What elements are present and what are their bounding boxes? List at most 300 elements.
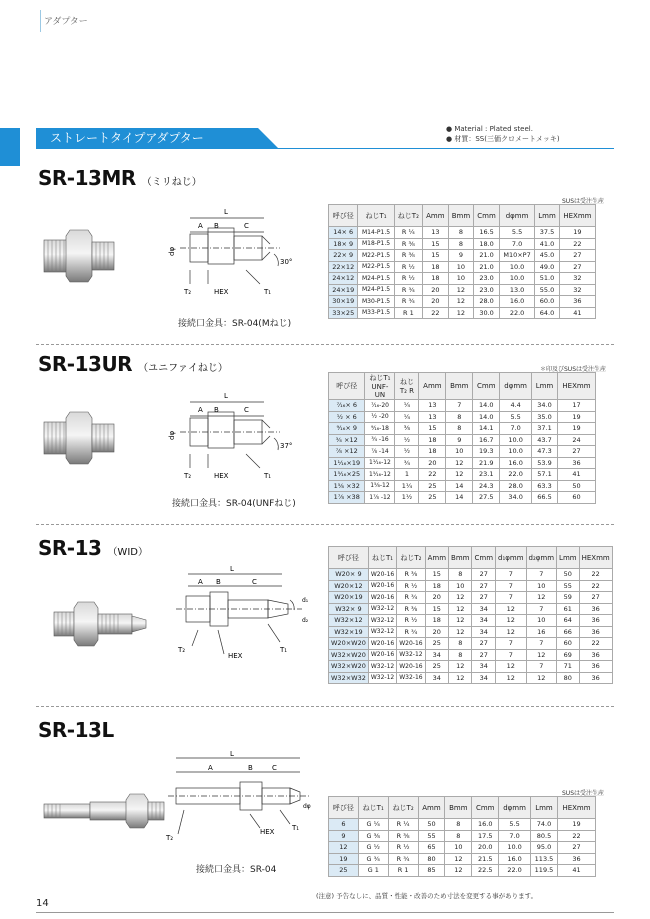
table-cell: 12	[496, 661, 527, 673]
table-cell: 5.5	[499, 227, 534, 239]
product-photo-sr13mr	[40, 218, 120, 296]
table-cell: 1¹⁄₁₆×19	[329, 457, 365, 469]
table-cell: 57.1	[532, 469, 558, 481]
label-T1: T₁	[280, 646, 288, 654]
table-cell: ⅞ ×12	[329, 446, 365, 458]
dim-B: B	[216, 578, 221, 586]
table-cell: ⁷⁄₁₆× 6	[329, 400, 365, 412]
product-code: SR-13	[38, 536, 102, 560]
col-header: 呼び径	[329, 547, 369, 569]
table-cell: 16.0	[499, 296, 534, 308]
table-cell: M22-P1.5	[358, 250, 394, 262]
table-cell: 12	[445, 853, 472, 865]
table-cell: M24-P1.5	[358, 273, 394, 285]
table-cell: W20×W20	[329, 638, 369, 650]
table-cell: 19	[557, 423, 595, 435]
table-cell: 22	[558, 830, 596, 842]
table-cell: 41	[558, 865, 596, 877]
table-cell: 36	[557, 457, 595, 469]
table-cell: 22× 9	[329, 250, 358, 262]
table-cell: 12	[526, 592, 557, 604]
table-row	[329, 423, 596, 435]
label-T1: T₁	[264, 472, 272, 480]
label-HEX: HEX	[214, 472, 229, 480]
table-cell: 22	[579, 569, 612, 581]
table-cell: 12	[526, 672, 557, 684]
table-cell: 16.7	[473, 434, 500, 446]
table-cell: 55	[557, 580, 580, 592]
table-cell: 27	[559, 250, 595, 262]
col-header: d₂φmm	[526, 547, 557, 569]
table-cell: 8	[449, 638, 472, 650]
col-header: ねじT₂	[394, 205, 422, 227]
table-cell: 36	[579, 649, 612, 661]
table-cell: W20×12	[329, 580, 369, 592]
table-cell: 18.0	[474, 238, 500, 250]
table-cell: 12	[449, 615, 472, 627]
order-note-sr13mr: SUSは受注生産	[562, 198, 605, 205]
dim-A: A	[198, 406, 203, 414]
product-photo-sr13ur	[40, 400, 120, 478]
table-cell: 27	[557, 446, 595, 458]
dim-B: B	[214, 406, 219, 414]
label-T2: T₂	[178, 646, 186, 654]
table-cell: 27	[559, 261, 595, 273]
table-cell: 24×12	[329, 273, 358, 285]
product-photo-sr13	[50, 594, 150, 654]
table-cell: R ¾	[397, 592, 425, 604]
label-T2: T₂	[184, 472, 192, 480]
table-cell: 6	[329, 819, 359, 831]
table-cell: ½ × 6	[329, 411, 365, 423]
table-row	[329, 457, 596, 469]
table-cell: 34	[472, 603, 496, 615]
table-cell: 12	[496, 626, 527, 638]
table-cell: 50	[557, 569, 580, 581]
table-cell: 36	[579, 603, 612, 615]
table-cell: 9	[448, 250, 474, 262]
table-cell: W32-12	[368, 626, 396, 638]
table-cell: R ¾	[397, 626, 425, 638]
table-cell: 34	[425, 672, 448, 684]
table-cell: 36	[559, 296, 595, 308]
dim-C: C	[252, 578, 257, 586]
col-header: Cmm	[472, 547, 496, 569]
table-cell: 95.0	[530, 842, 557, 854]
table-cell: R ½	[397, 580, 425, 592]
footer-rule	[36, 912, 614, 913]
banner-rule	[36, 148, 614, 149]
table-cell: 20	[425, 592, 448, 604]
section-separator	[36, 524, 614, 525]
table-cell: R ⅜	[394, 238, 422, 250]
table-cell: 16.5	[474, 227, 500, 239]
table-cell: 12	[496, 672, 527, 684]
label-T2: T₂	[184, 288, 192, 296]
table-cell: M24-P1.5	[358, 284, 394, 296]
table-cell: 1⁵⁄₁₆-12	[365, 469, 395, 481]
table-cell: R ½	[394, 261, 422, 273]
product-code: SR-13L	[38, 718, 114, 742]
col-header: Amm	[419, 373, 446, 400]
table-cell: ⁹⁄₁₆× 9	[329, 423, 365, 435]
table-cell: 7	[496, 592, 527, 604]
page-category: アダプター	[44, 17, 88, 27]
dim-C: C	[244, 222, 249, 230]
table-cell: 36	[579, 615, 612, 627]
table-cell: 14.0	[473, 400, 500, 412]
label-T1: T₁	[264, 288, 272, 296]
spec-table-sr13ur	[328, 372, 596, 504]
table-cell: 1⁵⁄₈ ×32	[329, 480, 365, 492]
table-cell: 35.0	[532, 411, 558, 423]
table-row	[329, 638, 613, 650]
table-cell: 71	[557, 661, 580, 673]
col-header: Amm	[418, 797, 445, 819]
order-note-sr13ur: ＊印及びSUSは受注生産	[540, 366, 607, 373]
product-code: SR-13MR	[38, 166, 136, 190]
angle-label: 37°	[280, 442, 293, 450]
dim-A: A	[198, 578, 203, 586]
table-cell: 27	[472, 638, 496, 650]
table-cell: 1⁵⁄₈-12	[365, 480, 395, 492]
table-cell: W20-16	[368, 580, 396, 592]
dim-d2: d₂	[302, 617, 309, 624]
table-cell: W32-12	[368, 603, 396, 615]
table-cell: W20× 9	[329, 569, 369, 581]
table-cell: 80	[418, 853, 445, 865]
table-cell: 63.3	[532, 480, 558, 492]
table-cell: 74.0	[530, 819, 557, 831]
table-cell: 12	[448, 296, 474, 308]
table-cell: W32×W20	[329, 649, 369, 661]
col-header: d₁φmm	[496, 547, 527, 569]
table-cell: 45.0	[535, 250, 560, 262]
table-cell: 36	[579, 672, 612, 684]
table-cell: 19	[557, 411, 595, 423]
table-cell: 22.0	[499, 307, 534, 319]
col-header: Cmm	[472, 797, 499, 819]
dim-A: A	[198, 222, 203, 230]
table-cell: R ½	[394, 273, 422, 285]
col-header: ねじT₂	[388, 797, 418, 819]
table-cell: G ¼	[358, 819, 388, 831]
col-header: dφmm	[500, 373, 532, 400]
table-cell: 22	[579, 580, 612, 592]
table-row	[329, 615, 613, 627]
table-cell: 41	[557, 469, 595, 481]
table-cell: W20-16	[397, 661, 425, 673]
table-cell: 25	[419, 480, 446, 492]
table-cell: R ¾	[394, 296, 422, 308]
table-cell: 5.5	[499, 819, 531, 831]
col-header: HEXmm	[558, 797, 596, 819]
table-cell: 37.1	[532, 423, 558, 435]
dim-A: A	[208, 764, 213, 772]
table-cell: G 1	[358, 865, 388, 877]
table-cell: 12	[329, 842, 359, 854]
col-header: dφmm	[499, 205, 534, 227]
table-cell: 8	[448, 227, 474, 239]
table-cell: 20	[423, 296, 449, 308]
table-cell: G ½	[358, 842, 388, 854]
material-jp: ● 材質：SS(三価クロメートメッキ)	[446, 135, 560, 143]
table-cell: 33×25	[329, 307, 358, 319]
table-cell: W32×12	[329, 615, 369, 627]
table-cell: 15	[423, 238, 449, 250]
label-HEX: HEX	[214, 288, 229, 296]
dim-L: L	[230, 565, 234, 573]
col-header: Lmm	[532, 373, 558, 400]
col-header: Cmm	[474, 205, 500, 227]
table-row	[329, 592, 613, 604]
product-subtitle: （WID）	[107, 547, 148, 558]
dim-d: dφ	[168, 430, 176, 440]
footer-note: (注意) 予告なしに、品質・性能・改善のため寸法を変更する事があります。	[316, 892, 538, 900]
col-header: dφmm	[499, 797, 531, 819]
table-cell: M33-P1.5	[358, 307, 394, 319]
col-header: Amm	[423, 205, 449, 227]
dim-d: dφ	[303, 803, 311, 810]
material-info	[446, 124, 560, 144]
label-HEX: HEX	[228, 652, 243, 660]
table-cell: 43.7	[532, 434, 558, 446]
table-cell: W20-16	[368, 638, 396, 650]
banner-tail	[258, 128, 278, 148]
table-cell: ½	[395, 434, 419, 446]
header-divider	[40, 10, 41, 32]
table-cell: R ⅜	[397, 603, 425, 615]
table-cell: 12	[448, 284, 474, 296]
table-cell: 7	[526, 603, 557, 615]
spec-table-sr13mr	[328, 204, 596, 319]
table-cell: 7.0	[499, 830, 531, 842]
product-title-sr13ur	[38, 352, 228, 376]
table-cell: R ⅜	[397, 569, 425, 581]
table-cell: 7.0	[500, 423, 532, 435]
table-row	[329, 238, 596, 250]
table-cell: 10.0	[499, 261, 534, 273]
table-cell: 18	[419, 446, 446, 458]
table-cell: 60.0	[535, 296, 560, 308]
table-cell: 1⅞ ×38	[329, 492, 365, 504]
table-cell: 50	[418, 819, 445, 831]
table-cell: 18	[425, 615, 448, 627]
table-cell: M30-P1.5	[358, 296, 394, 308]
table-cell: 27	[472, 569, 496, 581]
table-cell: W20-16	[397, 638, 425, 650]
table-cell: 24	[557, 434, 595, 446]
col-header: ねじT₂	[397, 547, 425, 569]
table-cell: 22.5	[472, 865, 499, 877]
section-separator	[36, 706, 614, 707]
table-cell: 12	[445, 865, 472, 877]
table-cell: ⁷⁄₁₆-20	[365, 400, 395, 412]
table-cell: 7	[496, 580, 527, 592]
connection-fitting-sr13ur: 接続口金具：SR-04(UNFねじ)	[172, 499, 296, 509]
table-cell: 59	[557, 592, 580, 604]
table-cell: 34.0	[500, 492, 532, 504]
table-cell: 9	[329, 830, 359, 842]
table-cell: 7	[526, 661, 557, 673]
table-cell: 66.5	[532, 492, 558, 504]
table-cell: M14-P1.5	[358, 227, 394, 239]
table-cell: 16.0	[500, 457, 532, 469]
table-cell: 12	[446, 469, 473, 481]
table-cell: 28.0	[474, 296, 500, 308]
page-number: 14	[36, 898, 49, 909]
table-row	[329, 446, 596, 458]
table-cell: 18	[425, 580, 448, 592]
table-cell: W32× 9	[329, 603, 369, 615]
table-cell: 25	[425, 661, 448, 673]
table-cell: 64.0	[535, 307, 560, 319]
table-cell: 34.0	[532, 400, 558, 412]
table-cell: 61	[557, 603, 580, 615]
table-cell: 55	[418, 830, 445, 842]
table-cell: 15	[419, 423, 446, 435]
table-cell: 21.9	[473, 457, 500, 469]
table-cell: 14	[446, 492, 473, 504]
product-title-sr13	[38, 536, 148, 560]
table-cell: 10	[449, 580, 472, 592]
col-header: HEXmm	[579, 547, 612, 569]
table-cell: 19	[558, 819, 596, 831]
connection-fitting-sr13l: 接続口金具：SR-04	[196, 865, 277, 875]
table-cell: ¼	[395, 411, 419, 423]
table-row	[329, 830, 596, 842]
table-cell: 34	[425, 649, 448, 661]
table-cell: W32-12	[368, 661, 396, 673]
dim-B: B	[248, 764, 253, 772]
table-cell: W32-12	[368, 672, 396, 684]
col-header: Lmm	[557, 547, 580, 569]
table-cell: 12	[446, 457, 473, 469]
table-cell: 1¹⁄₁₆-12	[365, 457, 395, 469]
table-cell: 17	[557, 400, 595, 412]
table-cell: 14.0	[473, 411, 500, 423]
table-row	[329, 819, 596, 831]
dim-C: C	[244, 406, 249, 414]
table-cell: 1⅞ -12	[365, 492, 395, 504]
col-header: ねじT₂ R	[395, 373, 419, 400]
table-row	[329, 434, 596, 446]
table-row	[329, 273, 596, 285]
table-row	[329, 480, 596, 492]
table-cell: 1¼	[395, 480, 419, 492]
table-cell: 32	[559, 284, 595, 296]
table-cell: 32	[559, 273, 595, 285]
table-cell: 27	[472, 580, 496, 592]
table-row	[329, 261, 596, 273]
table-cell: 18× 9	[329, 238, 358, 250]
table-cell: M18-P1.5	[358, 238, 394, 250]
table-cell: 12	[526, 649, 557, 661]
dim-L: L	[230, 750, 234, 758]
table-cell: 10.0	[499, 842, 531, 854]
table-cell: ¾	[395, 457, 419, 469]
table-cell: 64	[557, 615, 580, 627]
table-cell: ½	[395, 446, 419, 458]
table-cell: 10	[448, 261, 474, 273]
col-header: ねじT₁ UNF-UN	[365, 373, 395, 400]
table-cell: 50	[557, 480, 595, 492]
table-cell: 12	[496, 603, 527, 615]
table-cell: 66	[557, 626, 580, 638]
table-row	[329, 307, 596, 319]
table-cell: 13.0	[499, 284, 534, 296]
table-cell: 20	[425, 626, 448, 638]
dim-B: B	[214, 222, 219, 230]
table-cell: 34	[472, 672, 496, 684]
table-cell: 28.0	[500, 480, 532, 492]
table-cell: 1	[395, 469, 419, 481]
table-cell: 8	[449, 569, 472, 581]
table-cell: 36	[558, 853, 596, 865]
table-cell: 41	[559, 307, 595, 319]
table-cell: 27	[472, 649, 496, 661]
table-cell: 15	[425, 603, 448, 615]
table-cell: 34	[472, 626, 496, 638]
table-cell: 17.5	[472, 830, 499, 842]
dim-L: L	[224, 208, 228, 216]
table-cell: 10	[448, 273, 474, 285]
col-header: 呼び径	[329, 373, 365, 400]
table-cell: 22.0	[500, 469, 532, 481]
table-cell: 14	[446, 480, 473, 492]
table-cell: 60	[557, 638, 580, 650]
dim-L: L	[224, 392, 228, 400]
col-header: ねじT₁	[368, 547, 396, 569]
table-cell: 51.0	[535, 273, 560, 285]
col-header: Lmm	[530, 797, 557, 819]
table-cell: 18	[423, 261, 449, 273]
table-row	[329, 626, 613, 638]
drawing-sr13mr	[160, 200, 320, 300]
table-cell: W32-12	[397, 649, 425, 661]
col-header: Cmm	[473, 373, 500, 400]
table-cell: ⅞ -14	[365, 446, 395, 458]
table-cell: 24.3	[473, 480, 500, 492]
table-cell: 7	[496, 649, 527, 661]
table-cell: 16.0	[472, 819, 499, 831]
table-cell: R ¾	[394, 284, 422, 296]
table-cell: 27	[579, 592, 612, 604]
table-cell: M22-P1.5	[358, 261, 394, 273]
table-row	[329, 400, 596, 412]
table-cell: 36	[579, 661, 612, 673]
table-row	[329, 492, 596, 504]
drawing-sr13l	[160, 748, 320, 848]
product-subtitle: （ミリねじ）	[141, 177, 202, 188]
table-cell: 65	[418, 842, 445, 854]
table-cell: W32×W20	[329, 661, 369, 673]
table-cell: 18	[419, 434, 446, 446]
connection-fitting-sr13mr: 接続口金具：SR-04(Mねじ)	[178, 319, 292, 329]
table-cell: 60	[557, 492, 595, 504]
section-banner: ストレートタイプアダプター	[36, 128, 258, 148]
table-cell: 23.0	[474, 273, 500, 285]
table-row	[329, 853, 596, 865]
table-cell: 85	[418, 865, 445, 877]
table-cell: 22	[423, 307, 449, 319]
product-title-sr13l	[38, 718, 114, 742]
table-row	[329, 603, 613, 615]
table-cell: R ¾	[388, 853, 418, 865]
table-cell: 22×12	[329, 261, 358, 273]
table-cell: 22	[579, 638, 612, 650]
material-en: ● Material : Plated steel.	[446, 125, 533, 133]
